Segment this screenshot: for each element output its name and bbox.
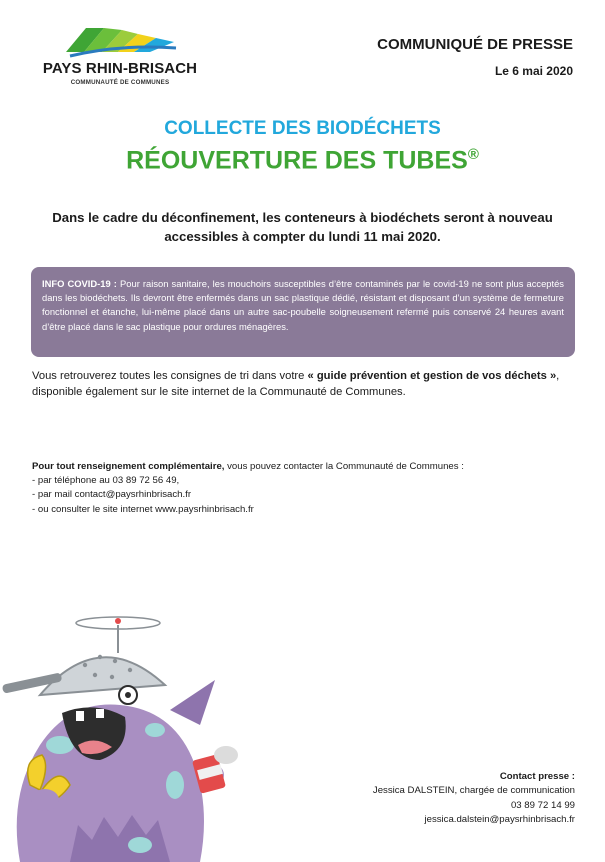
lead-paragraph: Dans le cadre du déconfinement, les conteneurs à biodéchets seront à nouveau accessibles à compter du lundi 11 mai 2020. <box>52 210 553 244</box>
press-contact-block <box>373 770 575 827</box>
title-collecte: COLLECTE DES BIODÉCHETS <box>164 118 441 139</box>
guide-paragraph <box>32 368 577 400</box>
contact-phone-line: - par téléphone au 03 89 72 56 49, <box>32 475 180 487</box>
title-reouverture <box>0 146 605 175</box>
title-reouverture-text: RÉOUVERTURE DES TUBES <box>126 146 468 175</box>
press-contact-heading <box>373 770 575 784</box>
guide-before: Vous retrouverez toutes les consignes de tri dans votre <box>32 370 308 382</box>
guide-after: , disponible également sur le site internet de la Communauté de Communes. <box>32 370 560 398</box>
contact-block <box>32 460 577 517</box>
guide-title: « guide prévention et gestion de vos déchets » <box>307 370 557 382</box>
contact-intro-bold: Pour tout renseignement complémentaire, <box>32 461 225 472</box>
logo-stripes-icon <box>60 22 180 60</box>
org-logo <box>30 22 210 94</box>
press-contact-email: jessica.dalstein@paysrhinbrisach.fr <box>424 813 575 825</box>
press-contact-phone: 03 89 72 14 99 <box>510 799 575 811</box>
covid-info-label: INFO COVID-19 : <box>42 278 117 289</box>
doc-date: Le 6 mai 2020 <box>494 64 573 78</box>
doc-type: COMMUNIQUÉ DE PRESSE <box>377 36 573 53</box>
contact-mail-line: - par mail contact@paysrhinbrisach.fr <box>32 489 192 501</box>
org-name: PAYS RHIN-BRISACH <box>42 60 198 77</box>
press-contact-name: Jessica DALSTEIN, chargée de communication <box>372 785 575 797</box>
monster-mascot-illustration <box>0 595 260 862</box>
covid-info-text: Pour raison sanitaire, les mouchoirs susceptibles d’être contaminés par le covid-19 ne sont plus acceptés dans les biodéchets. Ils devront être enfermés dans un sac plastique dédié, résistant et disposant d’un système de fermeture fonctionnel et étanche, lui-même placé dans un autre sac-poubelle soigneusement refermé puis conservé 24 heures avant d’être placé dans le sac plastique pour ordures ménagères. <box>42 278 564 332</box>
org-subtitle: COMMUNAUTÉ DE COMMUNES <box>70 79 170 86</box>
press-contact-heading-text: Contact presse : <box>499 771 575 782</box>
registered-mark: ® <box>467 146 479 163</box>
contact-intro <box>32 460 577 474</box>
contact-intro-rest: vous pouvez contacter la Communauté de Communes : <box>224 461 464 472</box>
contact-website-line: - ou consulter le site internet www.paysrhinbrisach.fr <box>32 503 254 515</box>
covid-info-box <box>31 267 575 357</box>
